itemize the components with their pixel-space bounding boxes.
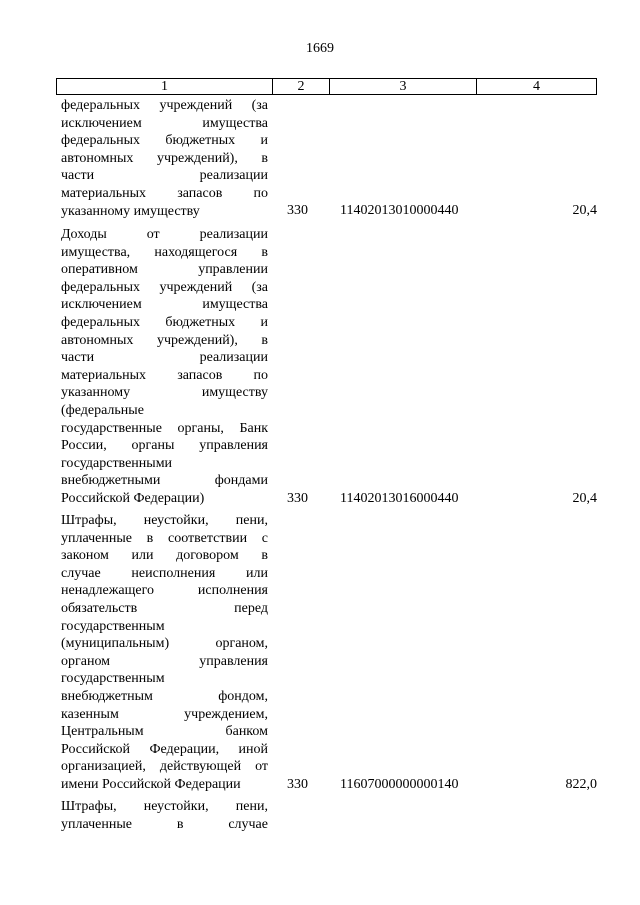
table-row	[57, 798, 597, 838]
table-header	[56, 78, 597, 95]
desc-line: исключением имущества	[61, 297, 268, 313]
desc-line: России, органы управления	[61, 438, 268, 454]
row-description	[61, 512, 268, 794]
desc-line: (муниципальным) органом,	[61, 636, 268, 652]
desc-line: материальных запасов по	[61, 185, 268, 201]
header-col-1: 1	[161, 79, 168, 94]
desc-line: материальных запасов по	[61, 367, 268, 383]
desc-line: имущества, находящегося в	[61, 244, 268, 260]
table-row	[57, 97, 597, 221]
table-row	[57, 226, 597, 508]
row-amount: 20,4	[572, 491, 597, 506]
desc-line: части реализации	[61, 168, 268, 184]
desc-line: государственным	[61, 618, 165, 634]
desc-line: автономных учреждений), в	[61, 332, 268, 348]
desc-line: автономных учреждений), в	[61, 150, 268, 166]
row-code: 330	[287, 777, 308, 792]
desc-line: внебюджетным фондом,	[61, 688, 268, 704]
desc-line: казенным учреждением,	[61, 706, 268, 722]
row-kbk: 11402013010000440	[340, 203, 459, 218]
desc-line: исключением имущества	[61, 115, 268, 131]
desc-line: органом управления	[61, 653, 268, 669]
desc-line: федеральных учреждений (за	[61, 98, 268, 113]
desc-line: случае неисполнения или	[61, 565, 268, 581]
header-col-4: 4	[476, 79, 596, 94]
desc-line: Доходы от реализации	[61, 227, 268, 242]
row-description	[61, 97, 268, 220]
desc-line: имени Российской Федерации	[61, 776, 241, 792]
row-description	[61, 226, 268, 508]
desc-line: государственные органы, Банк	[61, 420, 268, 436]
desc-line: Центральным банком	[61, 724, 268, 740]
desc-line: уплаченные в случае	[61, 816, 268, 832]
desc-line: государственными	[61, 455, 173, 471]
desc-line: государственным	[61, 671, 165, 687]
desc-line: законом или договором в	[61, 548, 268, 564]
desc-line: части реализации	[61, 350, 268, 366]
desc-line: оперативном управлении	[61, 262, 268, 278]
desc-line: Штрафы, неустойки, пени,	[61, 799, 268, 814]
desc-line: указанному имуществу	[61, 385, 268, 401]
desc-line: Российской Федерации, иной	[61, 741, 268, 757]
row-code: 330	[287, 203, 308, 218]
header-col-2: 2	[272, 79, 329, 94]
desc-line: федеральных бюджетных и	[61, 314, 268, 330]
desc-line: федеральных учреждений (за	[61, 279, 268, 295]
row-amount: 20,4	[572, 203, 597, 218]
desc-line: внебюджетными фондами	[61, 473, 268, 489]
table-row	[57, 512, 597, 794]
desc-line: Российской Федерации)	[61, 490, 205, 506]
row-amount: 822,0	[565, 777, 597, 792]
desc-line: уплаченные в соответствии с	[61, 530, 268, 546]
desc-line: ненадлежащего исполнения	[61, 583, 268, 599]
desc-line: организацией, действующей от	[61, 759, 268, 775]
row-kbk: 11607000000000140	[340, 777, 459, 792]
desc-line: Штрафы, неустойки, пени,	[61, 513, 268, 528]
page-number: 1669	[306, 41, 334, 56]
desc-line: (федеральные	[61, 402, 144, 418]
desc-line: федеральных бюджетных и	[61, 133, 268, 149]
desc-line: указанному имуществу	[61, 203, 200, 219]
row-code: 330	[287, 491, 308, 506]
row-description	[61, 798, 268, 833]
desc-line: обязательств перед	[61, 600, 268, 616]
row-kbk: 11402013016000440	[340, 491, 459, 506]
header-col-3: 3	[329, 79, 476, 94]
